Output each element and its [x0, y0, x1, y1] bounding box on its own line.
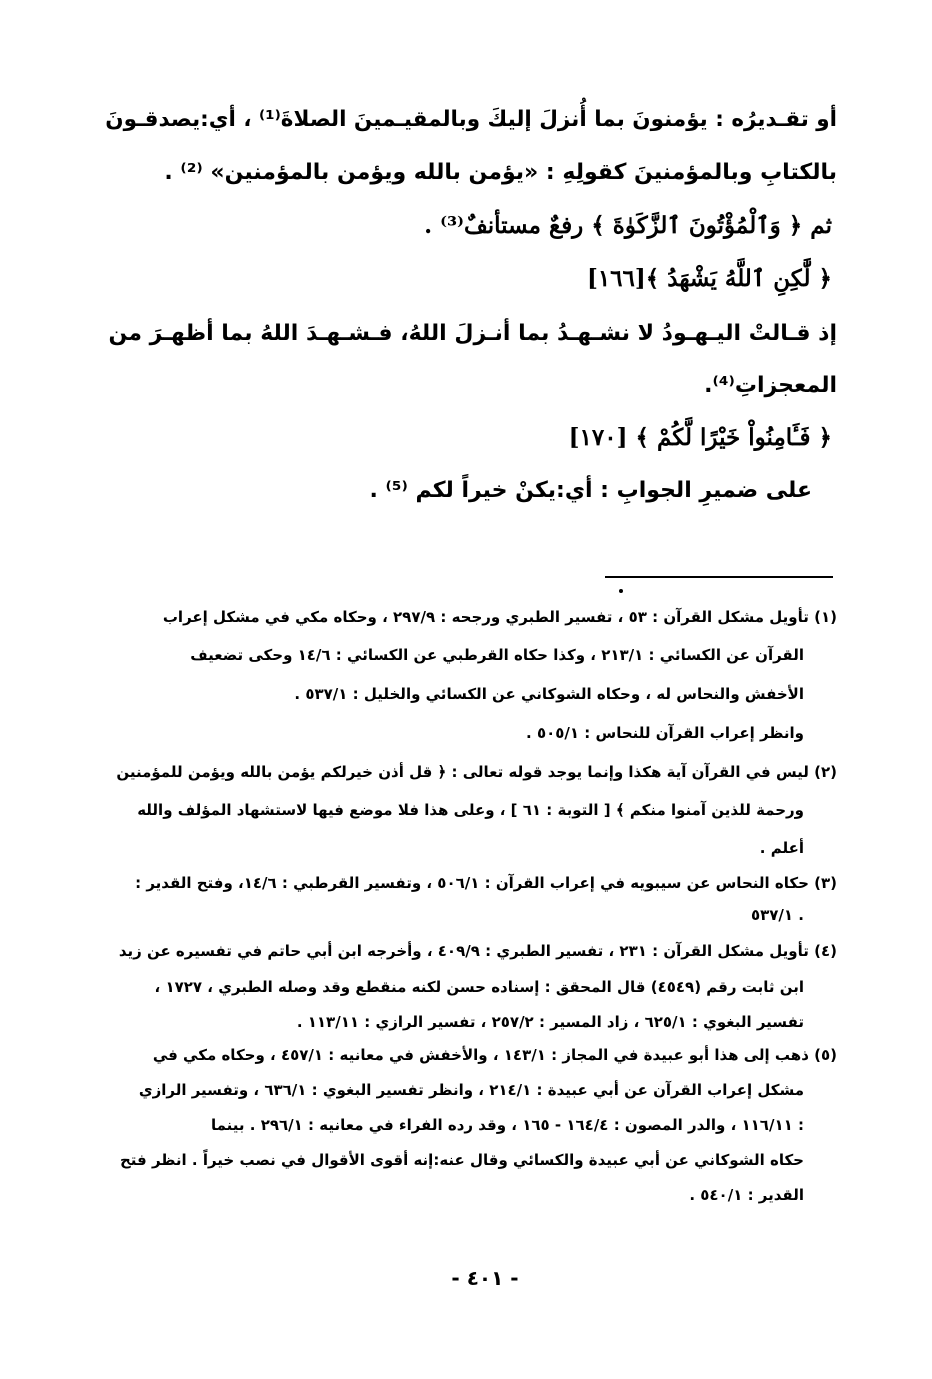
footnote-1-line-4: وانظر إعراب القرآن للنحاس : ٥٠٥/١ . [526, 724, 804, 742]
footnote-4-line-2: ابن ثابت رقم (٤٥٤٩) قال المحقق : إسناده حسن لكنه منقطع وقد وصله الطبري ، ١٧٢٧ ، [154, 978, 804, 996]
main-text-line-6: المعجزاتِ⁽⁴⁾. [704, 373, 837, 398]
footnote-4-line-1: (٤) تأويل مشكل القرآن : ٢٣١ ، تفسير الطبري : ٤٠٩/٩ ، وأخرجه ابن أبي حاتم في تفسيره عن زيد [118, 942, 837, 960]
quran-verse-170: ﴿ فَـَٔامِنُواْ خَيْرًا لَّكُمْ ﴾ [١٧٠] [568, 424, 832, 451]
main-text-line-3: ثم ﴿ وَٱلْمُؤْتُونَ ٱلزَّكَوٰةَ ﴾ رفعٌ مستأنفٌ⁽³⁾ . [424, 212, 832, 239]
footnote-5-line-1: (٥) ذهب إلى هذا أبو عبيدة في المجاز : ١٤٣/١ ، والأخفش في معانيه : ٤٥٧/١ ، وحكاه مكي في [152, 1046, 837, 1064]
main-text-line-5: إذ قـالتْ اليـهـودُ لا نشـهـدُ بما أنـزلَ اللهُ، فـشـهـدَ اللهُ بما أظهـرَ من [108, 321, 837, 346]
footnote-1-line-1: (١) تأويل مشكل القرآن : ٥٣ ، تفسير الطبري ورجحه : ٢٩٧/٩ ، وحكاه مكي في مشكل إعراب [162, 608, 837, 626]
quran-verse-166: ﴿ لَّٰكِنِ ٱللَّهُ يَشْهَدُ ﴾[١٦٦] [586, 265, 832, 292]
footnote-5-line-2: مشكل إعراب القرآن عن أبي عبيدة : ٢١٤/١ ، وانظر تفسير البغوي : ٦٣٦/١ ، وتفسير الرازي [138, 1081, 804, 1099]
separator-dot [619, 589, 623, 593]
footnote-4-line-3: تفسير البغوي : ٦٢٥/١ ، زاد المسير : ٢٥٧/٢ ، تفسير الرازي : ١١٣/١١ . [296, 1013, 804, 1031]
footnote-2-line-1: (٢) ليس في القرآن آية هكذا وإنما يوجد قوله تعالى : ﴿ قل أذن خيرلكم يؤمن بالله ويؤمن للمؤمنين [116, 763, 837, 781]
footnote-1-line-2: القرآن عن الكسائي : ٢١٣/١ ، وكذا حكاه القرطبي عن الكسائي : ١٤/٦ وحكى تضعيف [190, 646, 804, 664]
footnote-1-line-3: الأخفش والنحاس له ، وحكاه الشوكاني عن الكسائي والخليل : ٥٣٧/١ . [294, 685, 804, 703]
page-number: - ٤٠١ - [451, 1266, 519, 1290]
footnote-5-line-4: حكاه الشوكاني عن أبي عبيدة والكسائي وقال عنه:إنه أقوى الأقوال في نصب خيراً . انظر فتح [120, 1151, 804, 1169]
footnote-separator [605, 576, 833, 578]
footnote-2-line-2: ورحمة للذين آمنوا منكم ﴾ [ التوبة : ٦١ ] ، وعلى هذا فلا موضع فيها لاستشهاد المؤلف والله [137, 801, 804, 819]
main-text-line-1: أو تقـديرُه : يؤمنونَ بما أُنزلَ إليكَ وبالمقيـمينَ الصلاةَ⁽¹⁾ ، أي:يصدقـونَ [105, 107, 837, 132]
main-text-line-8: على ضميرِ الجوابِ : أي:يكنْ خيراً لكم ⁽⁵⁾ . [369, 478, 812, 503]
footnote-3-line-1: (٣) حكاه النحاس عن سيبويه في إعراب القرآن : ٥٠٦/١ ، وتفسير القرطبي : ١٤/٦، وفتح القدير : [135, 874, 837, 892]
footnote-5-line-3: : ١١٦/١١ ، والدر المصون : ١٦٤/٤ - ١٦٥ ، وقد رده الفراء في معانيه : ٢٩٦/١ . بينما [210, 1116, 804, 1134]
main-text-line-2: بالكتابِ وبالمؤمنينَ كقولِهِ : «يؤمن بالله ويؤمن بالمؤمنين» ⁽²⁾ . [164, 160, 837, 185]
footnote-2-line-3: أعلم . [759, 839, 804, 857]
footnote-5-line-5: القدير : ٥٤٠/١ . [689, 1186, 804, 1204]
footnote-3-line-2: ٥٣٧/١ . [750, 906, 804, 924]
